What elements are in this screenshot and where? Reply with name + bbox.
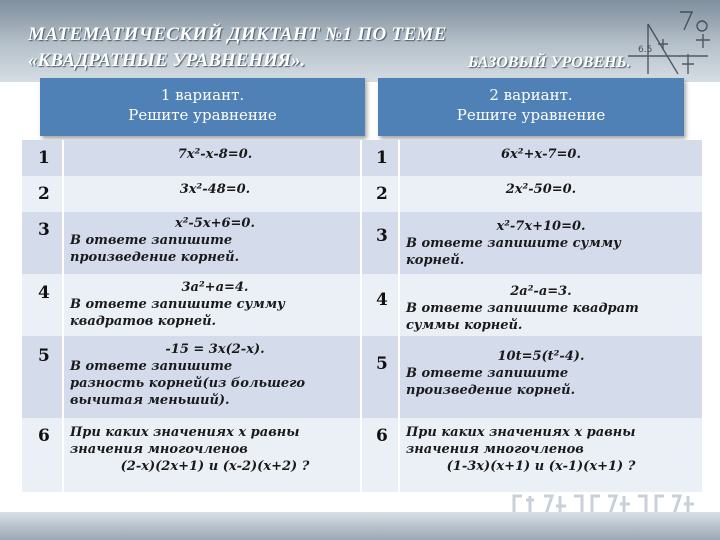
- slide-header: [0, 0, 720, 82]
- dictation-table: [22, 78, 702, 496]
- variant1-instruction: Решите уравнение: [128, 106, 277, 124]
- v2-row1-task: 6х²+х-7=0.: [500, 147, 582, 162]
- v2-row2-task: 2х²-50=0.: [505, 182, 577, 197]
- v1-row3-number: 3: [38, 220, 50, 240]
- v1-row5-number: 5: [38, 346, 50, 366]
- column-divider: [360, 140, 362, 492]
- v2-row6-task: При каких значениях х равны значения многочленов (1-3х)(х+1) и (х-1)(х+1) ?: [406, 425, 636, 474]
- column-divider: [62, 140, 64, 492]
- v1-row4-task: 3а²+а=4. В ответе запишите сумму квадратов корней.: [70, 280, 285, 329]
- variant2-instruction: Решите уравнение: [456, 106, 606, 124]
- v1-row2-number: 2: [38, 184, 50, 204]
- v1-row6-task: При каких значениях х равны значения многочленов (2-х)(2х+1) и (х-2)(х+2) ?: [70, 425, 310, 474]
- v1-row6-number: 6: [38, 426, 50, 446]
- v2-row1-number: 1: [376, 148, 388, 168]
- math-scribbles-icon: [618, 4, 714, 78]
- level-label: БАЗОВЫЙ УРОВЕНЬ.: [468, 54, 631, 71]
- v2-row4-number: 4: [376, 290, 388, 310]
- v1-row1-number: 1: [38, 148, 50, 168]
- slide-subtitle: «КВАДРАТНЫЕ УРАВНЕНИЯ».: [28, 50, 306, 71]
- variant2-title: 2 вариант.: [489, 86, 573, 104]
- v1-row3-task: х²-5х+6=0. В ответе запишите произведение корней.: [70, 216, 256, 265]
- v1-row1-task: 7х²-х-8=0.: [177, 147, 253, 162]
- slide-title: МАТЕМАТИЧЕСКИЙ ДИКТАНТ №1 ПО ТЕМЕ: [28, 24, 447, 45]
- variant1-title: 1 вариант.: [160, 86, 245, 104]
- svg-text:6.5: 6.5: [638, 45, 653, 55]
- v2-row3-task: х²-7х+10=0. В ответе запишите сумму корней.: [406, 219, 621, 268]
- v2-row4-task: 2а²-а=3. В ответе запишите квадрат суммы корней.: [406, 284, 639, 333]
- v2-row6-number: 6: [376, 426, 388, 446]
- v2-row5-task: 10t=5(t²-4). В ответе запишите произведение корней.: [406, 349, 585, 398]
- v2-row3-number: 3: [376, 226, 388, 246]
- footer-strip: [0, 512, 720, 540]
- variant1-header: [40, 78, 365, 136]
- v2-row5-number: 5: [376, 354, 388, 374]
- v1-row4-number: 4: [38, 283, 50, 303]
- column-divider: [398, 140, 400, 492]
- v1-row2-task: 3х²-48=0.: [179, 182, 251, 197]
- v2-row2-number: 2: [376, 184, 388, 204]
- variant2-header: [378, 78, 684, 136]
- v1-row5-task: -15 = 3х(2-х). В ответе запишите разность корней(из большего вычитая меньший).: [70, 342, 306, 408]
